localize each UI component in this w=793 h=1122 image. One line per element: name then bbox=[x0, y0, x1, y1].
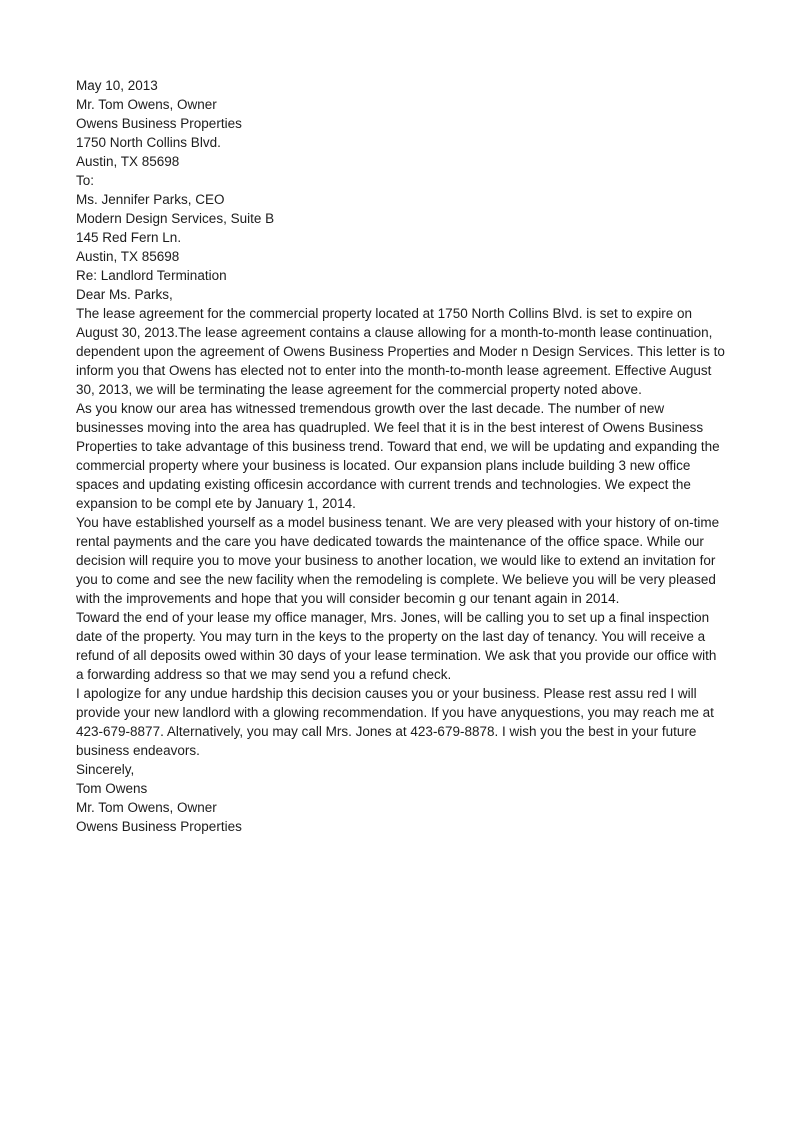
body-line: with the improvements and hope that you will consider becomin g our tenant again in 2014. bbox=[76, 591, 620, 606]
body-line: business endeavors. bbox=[76, 743, 200, 758]
body-line: decision will require you to move your business to another location, we would like to extend an invitation for bbox=[76, 553, 716, 568]
paragraph-2 bbox=[76, 399, 720, 513]
body-line: businesses moving into the area has quadrupled. We feel that it is in the best interest of Owens Business bbox=[76, 420, 704, 435]
body-line: date of the property. You may turn in the keys to the property on the last day of tenancy. You will receive a bbox=[76, 629, 706, 644]
paragraph-4 bbox=[76, 608, 716, 684]
sign-off: Sincerely, bbox=[76, 762, 135, 777]
sender-city: Austin, TX 85698 bbox=[76, 154, 180, 169]
body-line: August 30, 2013.The lease agreement contains a clause allowing for a month-to-month lease continuation, bbox=[76, 325, 713, 340]
salutation: Dear Ms. Parks, bbox=[76, 287, 173, 302]
paragraph-1 bbox=[76, 304, 725, 399]
body-line: provide your new landlord with a glowing recommendation. If you have anyquestions, you may reach me at bbox=[76, 705, 714, 720]
body-line: you to come and see the new facility when the remodeling is complete. We believe you will be very pleased bbox=[76, 572, 716, 587]
signature-company: Owens Business Properties bbox=[76, 819, 242, 834]
sender-company: Owens Business Properties bbox=[76, 116, 242, 131]
letter-page bbox=[76, 76, 725, 836]
to-label: To: bbox=[76, 173, 95, 188]
recipient-name: Ms. Jennifer Parks, CEO bbox=[76, 192, 225, 207]
body-line: You have established yourself as a model business tenant. We are very pleased with your history of on-time bbox=[76, 515, 720, 530]
body-line: spaces and updating existing officesin accordance with current trends and technologies. We expect the bbox=[76, 477, 691, 492]
recipient-city: Austin, TX 85698 bbox=[76, 249, 180, 264]
body-line: Toward the end of your lease my office manager, Mrs. Jones, will be calling you to set up a final inspection bbox=[76, 610, 710, 625]
body-line: expansion to be compl ete by January 1, 2014. bbox=[76, 496, 356, 511]
body-line: rental payments and the care you have dedicated towards the maintenance of the office space. While our bbox=[76, 534, 704, 549]
paragraph-5 bbox=[76, 684, 716, 760]
body-line: As you know our area has witnessed tremendous growth over the last decade. The number of new bbox=[76, 401, 665, 416]
subject-line: Re: Landlord Termination bbox=[76, 268, 227, 283]
body-line: refund of all deposits owed within 30 days of your lease termination. We ask that you provide our office with bbox=[76, 648, 717, 663]
body-line: I apologize for any undue hardship this decision causes you or your business. Please rest assu red I will bbox=[76, 686, 697, 701]
paragraph-3 bbox=[76, 513, 720, 608]
recipient-street: 145 Red Fern Ln. bbox=[76, 230, 182, 245]
body-line: 30, 2013, we will be terminating the lease agreement for the commercial property noted above. bbox=[76, 382, 642, 397]
signature-title: Mr. Tom Owens, Owner bbox=[76, 800, 217, 815]
body-line: a forwarding address so that we may send you a refund check. bbox=[76, 667, 452, 682]
body-line: Properties to take advantage of this business trend. Toward that end, we will be updating and expanding the bbox=[76, 439, 720, 454]
body-line: commercial property where your business is located. Our expansion plans include building 3 new office bbox=[76, 458, 691, 473]
body-line: inform you that Owens has elected not to enter into the month-to-month lease agreement. Effective August bbox=[76, 363, 712, 378]
letter-date: May 10, 2013 bbox=[76, 78, 158, 93]
recipient-company: Modern Design Services, Suite B bbox=[76, 211, 275, 226]
body-line: dependent upon the agreement of Owens Business Properties and Moder n Design Services. This letter is to bbox=[76, 344, 725, 359]
sender-street: 1750 North Collins Blvd. bbox=[76, 135, 221, 150]
signature-name: Tom Owens bbox=[76, 781, 148, 796]
body-line: 423-679-8877. Alternatively, you may call Mrs. Jones at 423-679-8878. I wish you the best in your future bbox=[76, 724, 697, 739]
sender-name: Mr. Tom Owens, Owner bbox=[76, 97, 217, 112]
body-line: The lease agreement for the commercial property located at 1750 North Collins Blvd. is set to expire on bbox=[76, 306, 693, 321]
